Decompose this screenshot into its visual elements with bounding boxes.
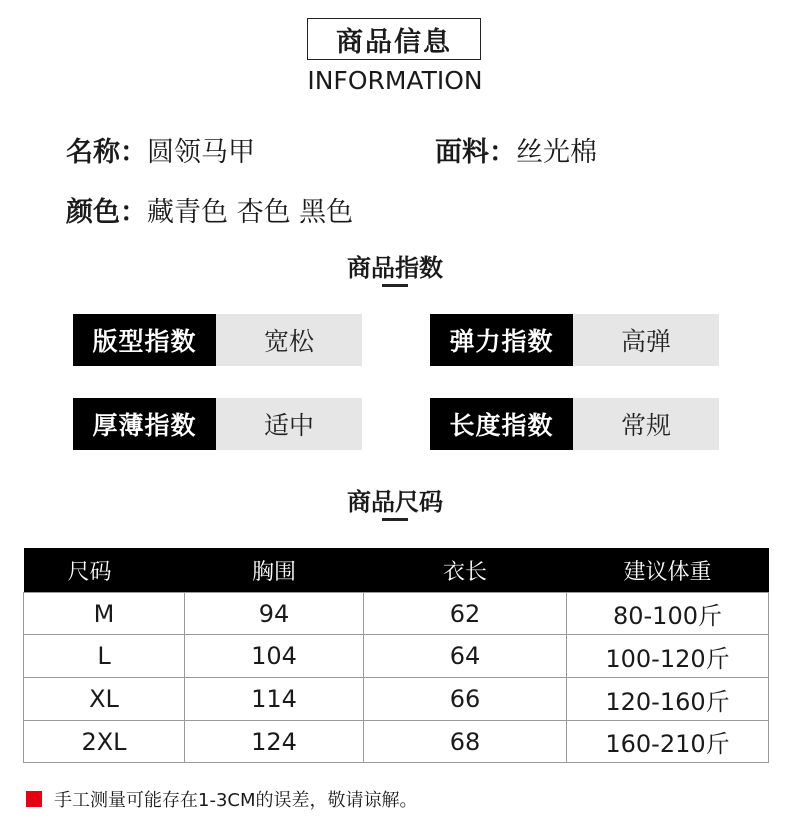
info-name-label: 名称： [66,137,147,168]
index-value: 宽松 [216,314,362,366]
red-square-icon [26,791,42,807]
page-title: 商品信息 [336,26,452,58]
table-cell: 160-210斤 [567,721,769,763]
table-cell: XL [24,678,185,721]
index-item-fit [73,314,362,366]
info-color [66,190,353,229]
table-cell: 2XL [24,721,185,763]
page-title-box [307,18,481,60]
table-cell: 62 [364,593,567,635]
info-name-value: 圆领马甲 [147,137,255,168]
index-label: 版型指数 [73,314,216,366]
table-cell: M [24,593,185,635]
column-header: 尺码 [24,548,185,593]
index-item-length [430,398,719,450]
table-row [24,721,769,763]
measurement-note [26,786,418,812]
size-table-header [24,548,769,593]
table-cell: 80-100斤 [567,593,769,635]
table-cell: 68 [364,721,567,763]
table-cell: 64 [364,635,567,678]
size-table [23,548,769,763]
table-cell: 114 [185,678,364,721]
index-label: 弹力指数 [430,314,573,366]
info-name [66,130,255,169]
index-section-underline [382,284,408,287]
table-cell: 94 [185,593,364,635]
index-value: 适中 [216,398,362,450]
index-value: 常规 [573,398,719,450]
info-fabric [435,130,597,169]
index-value: 高弹 [573,314,719,366]
table-cell: L [24,635,185,678]
info-fabric-label: 面料： [435,137,516,168]
index-item-thickness [73,398,362,450]
size-section-underline [382,518,408,521]
info-fabric-value: 丝光棉 [516,137,597,168]
table-cell: 120-160斤 [567,678,769,721]
measurement-note-text: 手工测量可能存在1-3CM的误差，敬请谅解。 [54,790,418,811]
index-label: 厚薄指数 [73,398,216,450]
size-section-title: 商品尺码 [347,488,443,516]
table-row [24,593,769,635]
info-color-value: 藏青色 杏色 黑色 [147,197,354,228]
column-header: 衣长 [364,548,567,593]
column-header: 胸围 [185,548,364,593]
info-color-label: 颜色： [66,197,147,228]
column-header: 建议体重 [567,548,769,593]
table-row [24,635,769,678]
index-section-title: 商品指数 [347,254,443,282]
table-cell: 124 [185,721,364,763]
table-cell: 104 [185,635,364,678]
index-label: 长度指数 [430,398,573,450]
table-row [24,678,769,721]
table-cell: 66 [364,678,567,721]
index-item-elasticity [430,314,719,366]
page-title-en: INFORMATION [307,66,483,95]
table-cell: 100-120斤 [567,635,769,678]
